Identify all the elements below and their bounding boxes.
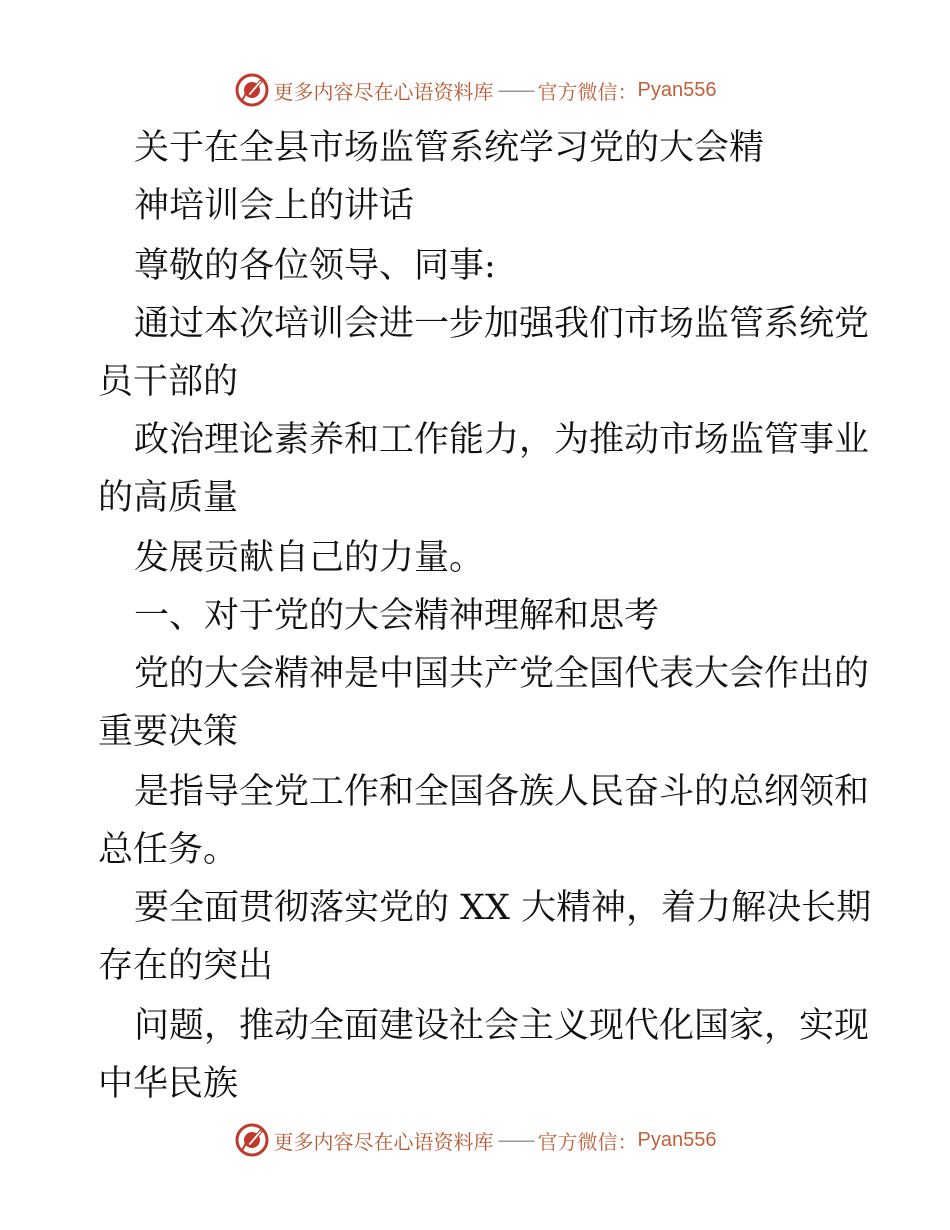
section-heading: 一、对于党的大会精神理解和思考 [134, 596, 660, 636]
header-watermark [0, 70, 950, 110]
logo-icon [234, 1122, 270, 1158]
paragraph-line: 问题，推动全面建设社会主义现代化国家，实现 [134, 1006, 870, 1046]
wechat-label: 官方微信： [537, 1129, 638, 1154]
wechat-label: 官方微信： [537, 79, 638, 104]
paragraph-line: 重要决策 [98, 712, 239, 752]
paragraph-line: 总任务。 [98, 830, 239, 870]
title-line-1: 关于在全县市场监管系统学习党的大会精 [134, 128, 765, 168]
title-line-2: 神培训会上的讲话 [134, 186, 415, 226]
paragraph-line: 员干部的 [98, 362, 239, 402]
site-text: 更多内容尽在心语资料库 [273, 79, 494, 104]
paragraph-line: 存在的突出 [98, 946, 274, 986]
wechat-id: Pyan556 [637, 78, 717, 101]
footer-watermark [0, 1120, 950, 1160]
paragraph-line: 要全面贯彻落实党的 XX 大精神，着力解决长期 [134, 888, 872, 928]
paragraph-line: 发展贡献自己的力量。 [134, 538, 485, 578]
paragraph-line: 通过本次培训会进一步加强我们市场监管系统党 [134, 304, 870, 344]
separator: —— [497, 1128, 534, 1152]
salutation: 尊敬的各位领导、同事: [134, 246, 496, 286]
paragraph-line: 的高质量 [98, 478, 239, 518]
paragraph-line: 党的大会精神是中国共产党全国代表大会作出的 [134, 654, 870, 694]
site-text: 更多内容尽在心语资料库 [273, 1129, 494, 1154]
separator: —— [497, 78, 534, 102]
paragraph-line: 政治理论素养和工作能力，为推动市场监管事业 [134, 420, 870, 460]
wechat-id: Pyan556 [637, 1128, 717, 1151]
paragraph-line: 中华民族 [98, 1064, 239, 1104]
logo-icon [234, 72, 270, 108]
paragraph-line: 是指导全党工作和全国各族人民奋斗的总纲领和 [134, 772, 870, 812]
